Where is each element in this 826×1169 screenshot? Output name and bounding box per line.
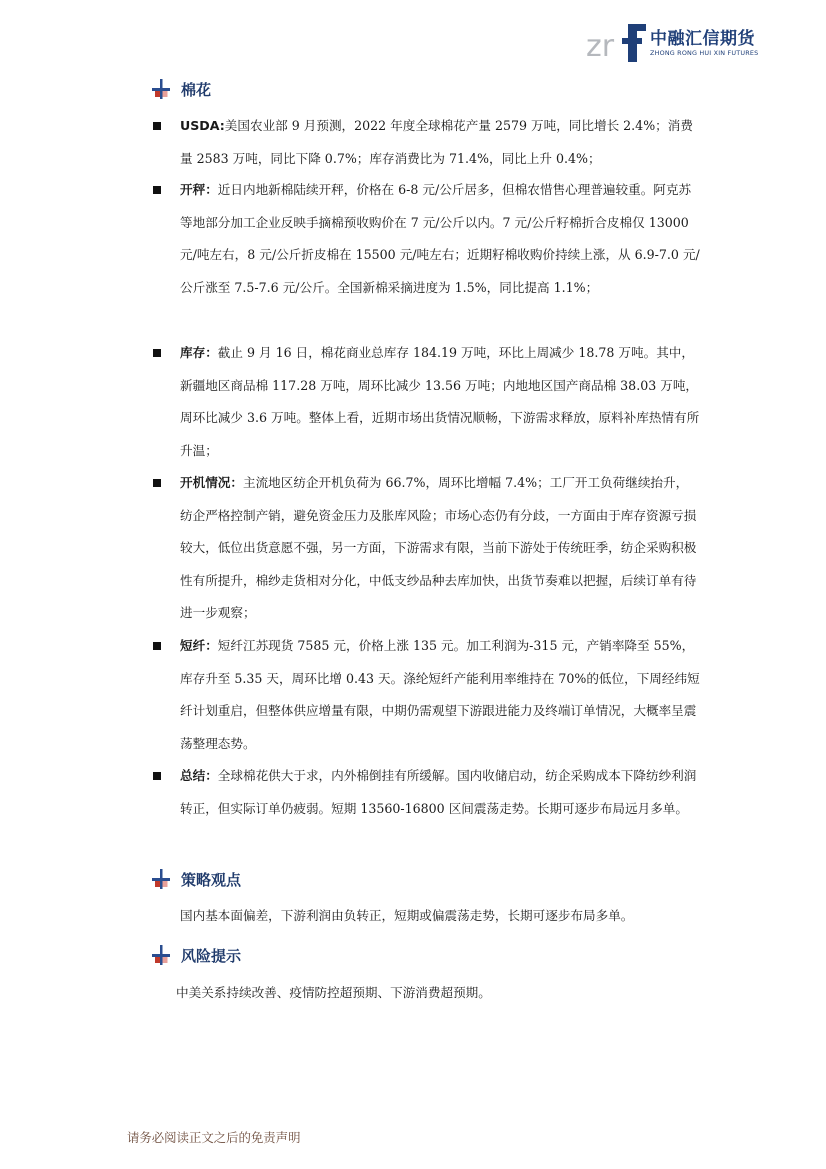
section-title: 策略观点 bbox=[181, 870, 242, 889]
square-bullet-icon bbox=[153, 349, 161, 357]
star-bullet-icon bbox=[152, 945, 170, 965]
list-item bbox=[180, 760, 700, 825]
star-bullet-icon bbox=[152, 79, 170, 99]
item-label: 开机情况： bbox=[180, 475, 243, 490]
item-text: 主流地区纺企开机负荷为 66.7%，周环比增幅 7.4%；工厂开工负荷继续抬升，纺企严格控制产销，避免资金压力及胀库风险；市场心态仍有分歧，一方面由于库存资源亏损较大，低位出货意愿不强，另一方面，下游需求有限，当前下游处于传统旺季，纺企采购积极性有所提升，棉纱走货相对分化，中低支纱品种去库加快，出货节奏难以把握，后续订单有待进一步观察； bbox=[180, 475, 697, 620]
star-bullet-icon bbox=[152, 869, 170, 889]
item-text: 近日内地新棉陆续开秤，价格在 6-8 元/公斤居多，但棉农惜售心理普遍较重。阿克苏等地部分加工企业反映手摘棉预收购价在 7 元/公斤以内。7 元/公斤籽棉折合皮棉仅 13000 元/吨左右，8 元/公斤折皮棉在 15500 元/吨左右；近期籽棉收购价持续上涨，从 6.9-7.0 元/公斤涨至 7.5-7.6 元/公斤。全国新棉采摘进度为 1.5%，同比提高 1.1%； bbox=[180, 182, 700, 295]
square-bullet-icon bbox=[153, 642, 161, 650]
item-text: 全球棉花供大于求，内外棉倒挂有所缓解。国内收储启动，纺企采购成本下降纺纱利润转正，但实际订单仍疲弱。短期 13560-16800 区间震荡走势。长期可逐步布局远月多单。 bbox=[180, 768, 697, 816]
logo-mark-icon bbox=[586, 22, 650, 66]
item-label: 库存： bbox=[180, 345, 218, 360]
square-bullet-icon bbox=[153, 122, 161, 130]
footer-disclaimer: 请务必阅读正文之后的免责声明 bbox=[127, 1130, 301, 1145]
item-label: 总结： bbox=[180, 768, 218, 783]
list-item bbox=[180, 630, 700, 760]
square-bullet-icon bbox=[153, 772, 161, 780]
item-text: 短纤江苏现货 7585 元，价格上涨 135 元。加工利润为-315 元，产销率降至 55%，库存升至 5.35 天，周环比增 0.43 天。涤纶短纤产能利用率维持在 70%的低位，下周经纬短纤计划重启，但整体供应增量有限，中期仍需观望下游跟进能力及终端订单情况，大概率呈震荡整理态势。 bbox=[180, 638, 700, 751]
section-heading-cotton bbox=[152, 78, 211, 100]
item-text: 美国农业部 9 月预测，2022 年度全球棉花产量 2579 万吨，同比增长 2.4%；消费量 2583 万吨，同比下降 0.7%；库存消费比为 71.4%，同比上升 0.4%； bbox=[180, 118, 693, 166]
logo-english-name: ZHONG RONG HUI XIN FUTURES bbox=[650, 49, 759, 57]
square-bullet-icon bbox=[153, 479, 161, 487]
square-bullet-icon bbox=[153, 186, 161, 194]
logo-chinese-name: 中融汇信期货 bbox=[650, 29, 755, 49]
item-text: 截止 9 月 16 日，棉花商业总库存 184.19 万吨，环比上周减少 18.78 万吨。其中，新疆地区商品棉 117.28 万吨，周环比减少 13.56 万吨；内地地区国产商品棉 38.03 万吨，周环比减少 3.6 万吨。整体上看，近期市场出货情况顺畅，下游需求释放，原料补库热情有所升温； bbox=[180, 345, 700, 458]
section-title: 棉花 bbox=[181, 80, 212, 99]
section-heading-risk bbox=[152, 944, 241, 966]
strategy-text: 国内基本面偏差，下游利润由负转正，短期或偏震荡走势，长期可逐步布局多单。 bbox=[180, 908, 634, 923]
list-item bbox=[180, 337, 700, 467]
risk-text: 中美关系持续改善、疫情防控超预期、下游消费超预期。 bbox=[176, 985, 491, 1000]
list-item bbox=[180, 467, 700, 630]
section-title: 风险提示 bbox=[181, 946, 242, 965]
section-heading-strategy bbox=[152, 868, 241, 890]
company-logo bbox=[586, 22, 786, 66]
svg-text:zr: zr bbox=[586, 29, 615, 64]
list-item bbox=[180, 110, 700, 175]
item-label: USDA: bbox=[180, 118, 225, 133]
list-item bbox=[180, 174, 700, 304]
item-label: 短纤： bbox=[180, 638, 218, 653]
item-label: 开秤： bbox=[180, 182, 218, 197]
